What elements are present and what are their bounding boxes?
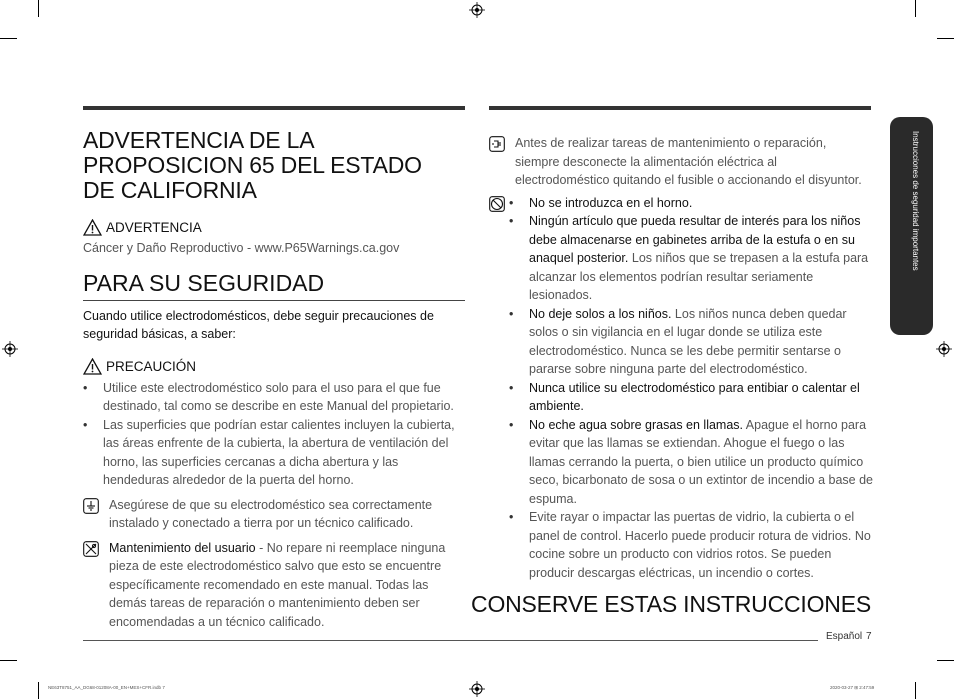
list-item: • Ningún artículo que pueda resultar de interés para los niños debe almacenarse en gabinetes arriba de la estufa o en su anaquel posterior. Los niños que se trepasen a la estufa para alcanzar los elementos podrían resultar seriamente lesionados. [509,214,869,302]
crop-mark [937,38,954,39]
list-item: • No se introduzca en el horno. [509,195,693,210]
keep-instructions-heading: CONSERVE ESTAS INSTRUCCIONES [471,591,871,617]
right-column [489,134,874,582]
prop65-heading: ADVERTENCIA DE LA PROPOSICION 65 DEL ESTADO DE CALIFORNIA [83,127,422,203]
footer-rule [83,640,818,641]
crop-mark [0,660,17,661]
print-file-info: NE63T8751_AA_DG68-01208A-00_EN+MES+CFR.indb 7 [48,685,165,690]
crop-mark [915,0,916,17]
maintenance-note [83,539,465,632]
maintenance-text: Mantenimiento del usuario - No repare ni reemplace ninguna pieza de este electrodoméstico salvo que esto se encuentre específicamente recomendado en este manual. Todas las demás tareas de reparación o mantenimiento deben ser encomendadas a un técnico calificado. [109,540,446,629]
list-item: • No eche agua sobre grasas en llamas. Apague el horno para evitar que las llamas se extiendan. Ahogue el fuego o las llamas cerrando la puerta, o bien utilice un producto químico seco, bicarbonato de sosa o un extintor de incendio a base de espuma. [509,417,873,506]
crop-mark [38,0,39,17]
ground-icon [83,498,99,514]
prohibition-list-block [489,194,874,583]
caution-list [83,379,465,490]
page-number: 7 [866,631,872,642]
crop-mark [937,660,954,661]
unplug-text: Antes de realizar tareas de mantenimiento o reparación, siempre desconecte la alimentación eléctrica al electrodoméstico quitando el fusible o accionando el disyuntor. [515,136,862,187]
safety-section-title: PARA SU SEGURIDAD [83,270,465,301]
registration-mark-icon [2,341,18,357]
side-tab-label: Instrucciones de seguridad importantes [911,131,920,271]
crop-mark [0,38,17,39]
list-item: • No deje solos a los niños. Los niños nunca deben quedar solos o sin vigilancia en el lugar donde se utiliza este electrodoméstico. Nunca se les debe permitir sentarse o pararse sobre ninguna parte del electrodoméstico. [509,306,847,376]
safety-list [509,194,874,583]
unplug-note [489,134,874,190]
crop-mark [915,682,916,699]
caution-label: PRECAUCIÓN [106,358,197,374]
list-item: • Las superficies que podrían estar calientes incluyen la cubierta, las áreas enfrente de la cubierta, la abertura de ventilación del horno, las superficies cercanas a dicha abertura y las hendeduras alrededor de la puerta del horno. [83,417,455,487]
grounding-note [83,496,465,533]
left-top-rule [83,106,465,110]
warning-label: ADVERTENCIA [106,220,202,235]
prohibited-icon [489,196,505,212]
list-item: • Utilice este electrodoméstico solo para el uso para el que fue destinado, tal como se describe en este Manual del propietario. [83,380,454,413]
left-column [83,128,465,631]
side-chapter-tab [890,117,933,335]
registration-mark-icon [469,681,485,697]
caution-header [83,358,465,375]
caution-triangle-icon [83,358,102,375]
registration-mark-icon [936,341,952,357]
print-date-info: 2020-03-27 ⊞ 2:47:59 [830,685,875,690]
registration-mark-icon [469,2,485,18]
safety-intro: Cuando utilice electrodomésticos, debe seguir precauciones de seguridad básicas, a saber: [83,308,434,341]
right-top-rule [489,106,871,110]
list-item: • Nunca utilice su electrodoméstico para entibiar o calentar el ambiente. [509,380,860,413]
crop-mark [38,682,39,699]
unplug-icon [489,136,505,152]
list-item: • Evite rayar o impactar las puertas de vidrio, la cubierta o el panel de control. Hacerlo puede producir rotura de vidrios. No cocine sobre un producto con vidrios rotos. Se pueden producir descargas eléctricas, un incendio o cortes. [509,510,871,580]
warning-header [83,219,465,236]
grounding-text: Asegúrese de que su electrodoméstico sea correctamente instalado y conectado a tierra por un técnico calificado. [109,497,433,530]
no-repair-icon [83,541,99,557]
warning-triangle-icon [83,219,102,236]
warning-text: Cáncer y Daño Reproductivo - www.P65Warnings.ca.gov [83,241,400,255]
footer-language: Español [826,631,863,642]
